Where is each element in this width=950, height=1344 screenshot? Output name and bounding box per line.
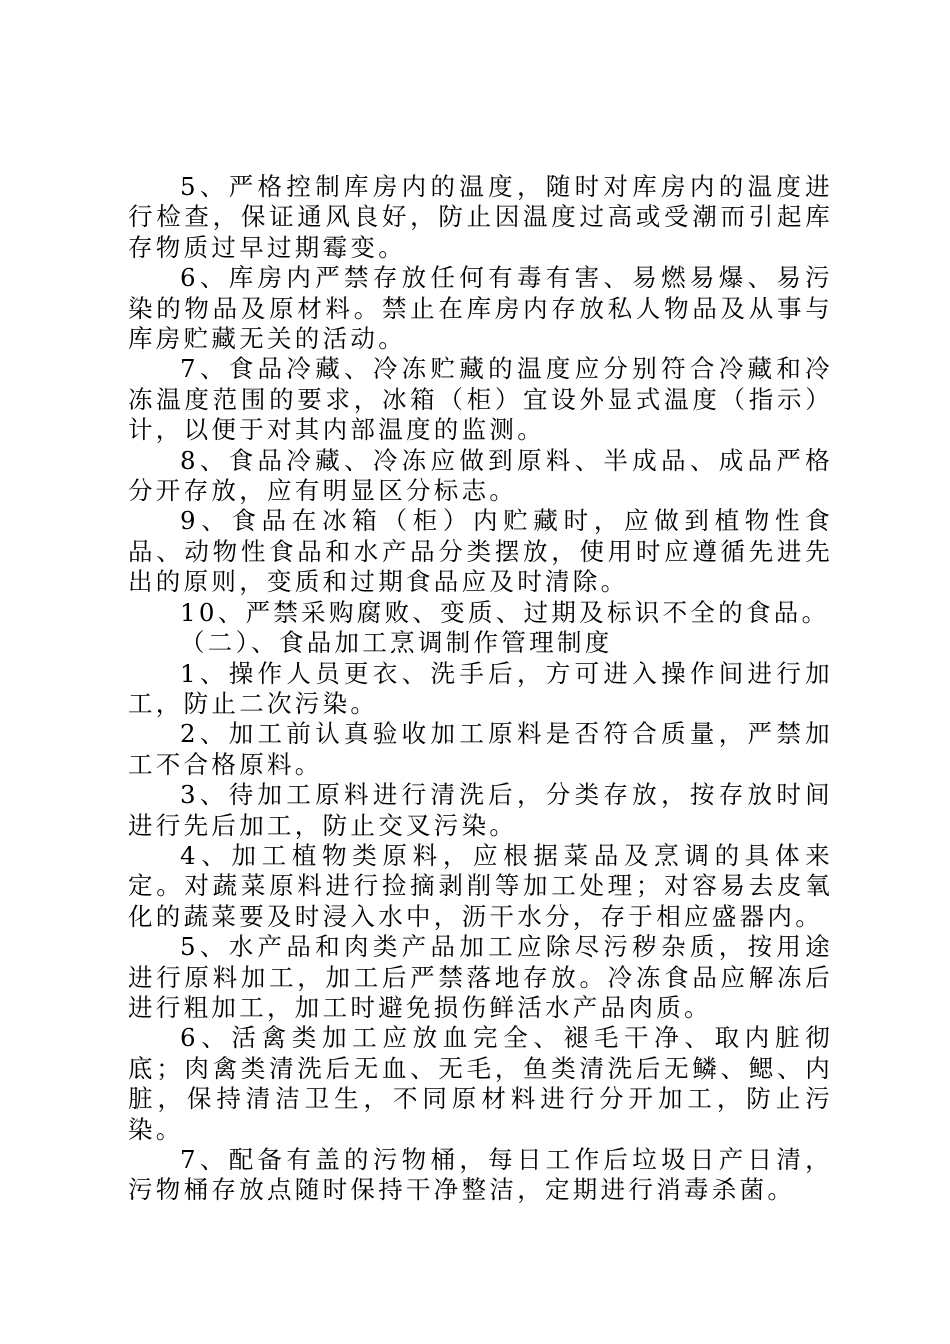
paragraph-item-7-waste-bins: 7、配备有盖的污物桶，每日工作后垃圾日产日清，污物桶存放点随时保持干净整洁，定期进行消毒杀菌。 [128, 1145, 833, 1205]
paragraph-item-10-purchasing: 10、严禁采购腐败、变质、过期及标识不全的食品。 [180, 597, 830, 627]
paragraph-item-1-hygiene: 1、操作人员更衣、洗手后，方可进入操作间进行加工，防止二次污染。 [128, 658, 833, 718]
document-body [128, 172, 833, 1206]
paragraph-item-2-inspection: 2、加工前认真验收加工原料是否符合质量，严禁加工不合格原料。 [128, 719, 833, 779]
paragraph-item-4-vegetables: 4、加工植物类原料，应根据菜品及烹调的具体来定。对蔬菜原料进行捡摘剥削等加工处理；对容易去皮氧化的蔬菜要及时浸入水中，沥干水分，存于相应盛器内。 [128, 840, 833, 931]
paragraph-item-5-seafood-meat: 5、水产品和肉类产品加工应除尽污秽杂质，按用途进行原料加工，加工后严禁落地存放。冷冻食品应解冻后进行粗加工，加工时避免损伤鲜活水产品肉质。 [128, 932, 833, 1022]
paragraph-item-7-cold-storage: 7、食品冷藏、冷冻贮藏的温度应分别符合冷藏和冷冻温度范围的要求，冰箱（柜）宜设外显式温度（指示）计，以便于对其内部温度的监测。 [128, 354, 833, 445]
paragraph-item-8-separation: 8、食品冷藏、冷冻应做到原料、半成品、成品严格分开存放，应有明显区分标志。 [128, 445, 833, 506]
paragraph-item-5-temperature: 5、严格控制库房内的温度，随时对库房内的温度进行检查，保证通风良好，防止因温度过高或受潮而引起库存物质过早过期霉变。 [128, 172, 833, 262]
paragraph-item-6-prohibited-items: 6、库房内严禁存放任何有毒有害、易燃易爆、易污染的物品及原材料。禁止在库房内存放私人物品及从事与库房贮藏无关的活动。 [128, 263, 833, 354]
section-heading: （二）、食品加工烹调制作管理制度 [180, 628, 613, 658]
paragraph-item-9-fridge-storage: 9、食品在冰箱（柜）内贮藏时，应做到植物性食品、动物性食品和水产品分类摆放，使用时应遵循先进先出的原则，变质和过期食品应及时清除。 [128, 506, 833, 597]
paragraph-item-3-washing: 3、待加工原料进行清洗后，分类存放，按存放时间进行先后加工，防止交叉污染。 [128, 780, 833, 840]
paragraph-item-6-poultry: 6、活禽类加工应放血完全、褪毛干净、取内脏彻底；肉禽类清洗后无血、无毛，鱼类清洗后无鳞、鳃、内脏，保持清洁卫生，不同原材料进行分开加工，防止污染。 [128, 1023, 833, 1144]
